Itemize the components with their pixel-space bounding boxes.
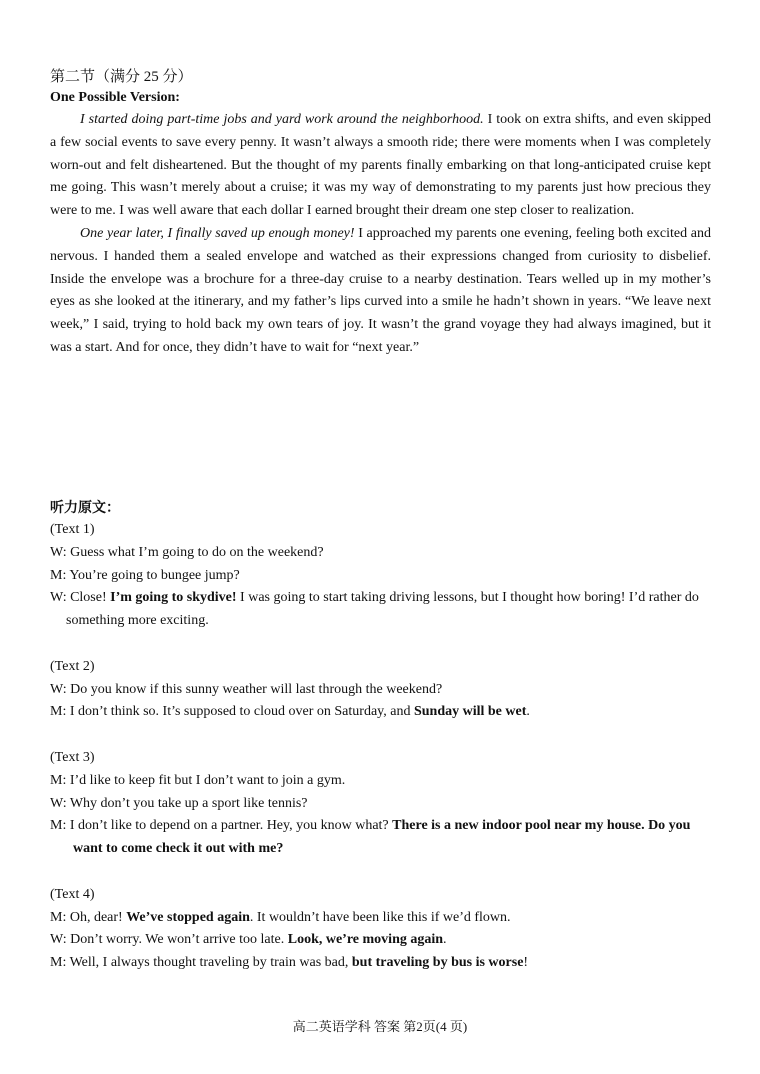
- dialogue-text: M: Well, I always thought traveling by train was bad,: [50, 955, 352, 971]
- dialogue-line: [50, 815, 715, 861]
- key-answer: There is a new indoor pool near my house. Do you want to come check it out with me?: [73, 818, 691, 857]
- dialogue-line: M: I’d like to keep fit but I don’t want to join a gym.: [50, 772, 346, 788]
- text-label: (Text 1): [50, 522, 95, 537]
- text-label: (Text 2): [50, 658, 95, 674]
- dialogue-line: W: Guess what I’m going to do on the weekend?: [50, 544, 324, 560]
- dialogue-line: M: You’re going to bungee jump?: [50, 567, 240, 583]
- key-answer: Look, we’re moving again: [287, 932, 444, 948]
- dialogue-line: W: Do you know if this sunny weather will last through the weekend?: [50, 681, 443, 697]
- dialogue-text: W: Don’t worry. We won’t arrive too late.: [50, 932, 288, 948]
- dialogue-line: [50, 952, 715, 975]
- dialogue-text: !: [523, 955, 529, 971]
- dialogue-line: [50, 929, 715, 952]
- section-title: 第二节（满分 25 分）: [50, 69, 193, 85]
- text-1-block: [50, 519, 715, 633]
- model-essay: [50, 109, 711, 360]
- dialogue-text: I was going to start taking driving lessons, but I thought how boring! I’d rather do something more exciting.: [66, 590, 699, 629]
- text-4-block: [50, 884, 715, 975]
- text-3-block: [50, 747, 715, 861]
- dialogue-text: W: Close!: [50, 590, 111, 606]
- dialogue-line: [50, 701, 715, 724]
- dialogue-text: .: [526, 704, 530, 720]
- listening-transcript: [50, 519, 715, 998]
- page-footer: 高二英语学科 答案 第2页(4 页): [292, 1019, 468, 1034]
- dialogue-line: W: Why don’t you take up a sport like tennis?: [50, 795, 308, 811]
- dialogue-text: M: I don’t like to depend on a partner. Hey, you know what?: [50, 818, 393, 834]
- key-answer: Sunday will be wet: [413, 704, 527, 720]
- essay-paragraph-1: [50, 109, 711, 223]
- key-answer: I’m going to skydive!: [110, 590, 237, 606]
- dialogue-text: M: I don’t think so. It’s supposed to cloud over on Saturday, and: [50, 704, 414, 720]
- version-title: One Possible Version:: [50, 90, 180, 105]
- essay-p1-opening: I started doing part-time jobs and yard work around the neighborhood.: [80, 112, 484, 127]
- dialogue-line: [50, 587, 715, 633]
- key-answer: but traveling by bus is worse: [351, 955, 524, 971]
- dialogue-text: . It wouldn’t have been like this if we’d flown.: [249, 909, 511, 925]
- essay-paragraph-2: [50, 223, 711, 360]
- dialogue-text: M: Oh, dear!: [50, 909, 127, 925]
- essay-p1-body: I took on extra shifts, and even skipped a few social events to save every penny. It wasn’t always a smooth ride; there were moments when I was completely worn-out and felt disheartened. But the thought of my parents finally embarking on that long-anticipated cruise kept me going. This wasn’t merely about a cruise; it was my way of demonstrating to my parents just how precious they were to me. I was well aware that each dollar I earned brought their dream one step closer to realization.: [50, 112, 711, 219]
- text-label: (Text 4): [50, 886, 95, 902]
- dialogue-line: [50, 907, 715, 930]
- text-2-block: [50, 656, 715, 724]
- key-answer: We’ve stopped again: [126, 909, 250, 925]
- dialogue-text: .: [443, 932, 447, 948]
- essay-p2-body: I approached my parents one evening, feeling both excited and nervous. I handed them a sealed envelope and watched as their expressions changed from curiosity to disbelief. Inside the envelope was a brochure for a three-day cruise to a nearby destination. Tears welled up in my mother’s eyes as she looked at the itinerary, and my father’s lips curved into a smile he hadn’t shown in years. “We leave next week,” I said, trying to hold back my own tears of joy. It wasn’t the grand voyage they had always imagined, but it was a start. And for once, they didn’t have to wait for “next year.”: [50, 225, 711, 355]
- text-label: (Text 3): [50, 749, 95, 765]
- listening-title: 听力原文：: [50, 501, 120, 516]
- essay-p2-opening: One year later, I finally saved up enough money!: [80, 225, 355, 241]
